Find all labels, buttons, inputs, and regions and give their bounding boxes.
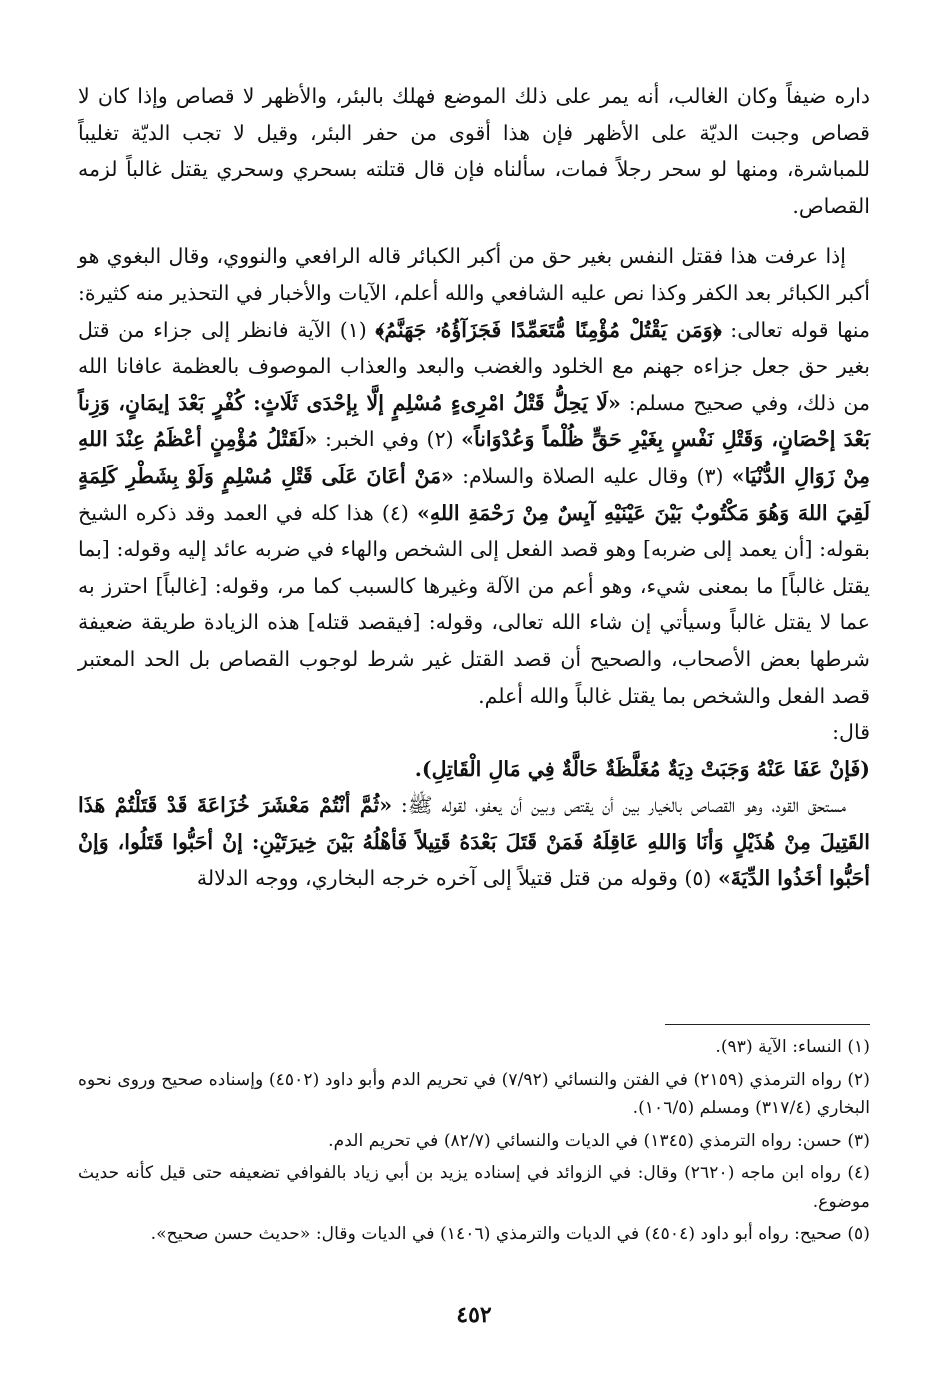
hadith-quote: «ثُمَّ أنْتُمْ مَعْشَرَ خُزَاعَةَ قَدْ قَتَلْتُمْ هَذَا القَتِيلَ مِنْ هُذَيْلٍ وَأنَا وَاللهِ عَاقِلَهُ فَمَنْ قَتَلَ بَعْدَهُ قَتِيلاً فَأهْلُهُ بَيْنَ خِيرَتَيْنِ: إنْ أحَبُّوا قَتَلُوا، وَإنْ أحَبُّوا أخَذُوا الدِّيَةَ» [78, 793, 870, 891]
hadith-quote: «لَا يَحِلُّ قَتْلُ امْرِىءٍ مُسْلِمٍ إلَّا بِإحْدَى ثَلَاثٍ: كُفْرٍ بَعْدَ إيمَانٍ، وَزِناً بَعْدَ إحْصَانٍ، وَقَتْلِ نَفْسٍ بِغَيْرِ حَقٍّ ظُلْماً وَعُدْوَاناً» [78, 390, 870, 452]
text-run: مستحق القود، وهو القصاص بالخيار بين أن يقتص وبين أن يعفو، لقوله ﷺ: [400, 793, 846, 818]
hadith-quote: «مَنْ أعَانَ عَلَى قَتْلِ مُسْلِمٍ وَلَوْ بِشَطْرِ كَلِمَةٍ لَقِيَ اللهَ وَهُوَ مَكْتُوبٌ بَيْنَ عَيْنَيْهِ آيِسٌ مِنْ رَحْمَةِ اللهِ» [78, 463, 870, 525]
quran-verse: ﴿وَمَن يَقْتُلْ مُؤْمِنًا مُّتَعَمِّدًا فَجَزَآؤُهُۥ جَهَنَّمُ﴾ [375, 317, 722, 342]
hadith-quote: «لَقَتْلُ مُؤْمِنٍ أعْظَمُ عِنْدَ اللهِ مِنْ زَوَالِ الدُّنْيَا» [78, 427, 870, 488]
paragraph-3 [78, 787, 870, 897]
footnote-3: (٣) حسن: رواه الترمذي (١٣٤٥) في الديات والنسائي (٨٢/٧) في تحريم الدم. [328, 1130, 870, 1151]
qal-label: قال: [832, 720, 870, 745]
main-text [78, 78, 870, 897]
text-run: (١) الآية فانظر إلى جزاء من قتل بغير حق جعل جزاءه جهنم مع الخلود والغضب والبعد والعذاب الموصوف بالعظمة عافانا الله من ذلك، وفي صحيح مسلم: [78, 317, 870, 415]
footnote-1: (١) النساء: الآية (٩٣). [715, 1037, 870, 1057]
footnote-5: (٥) صحيح: رواه أبو داود (٤٥٠٤) في الديات والترمذي (١٤٠٦) في الديات وقال: «حديث حسن صحيح». [150, 1224, 870, 1244]
paragraph-2 [78, 238, 870, 714]
text-run: (٤) هذا كله في العمد وقد ذكره الشيخ بقوله: [أن يعمد إلى ضربه] وهو قصد الفعل إلى الشخص والهاء في ضربه عائد إليه وقوله: [بما يقتل غالباً] ما بمعنى شيء، وهو أعم من الآلة وغيرها كالسبب كما مر، وقوله: [غالباً] احترز به عما لا يقتل غالباً وسيأتي إن شاء الله تعالى، وقوله: [فيقصد قتله] هذه الزيادة طريقة ضعيفة شرطها بعض الأصحاب، والصحيح أن قصد القتل غير شرط لوجوب القصاص بل الحد المعتبر قصد الفعل والشخص بما يقتل غالباً والله أعلم. [78, 500, 870, 708]
footnotes [78, 1033, 870, 1249]
matn-text: (فَإنْ عَفَا عَنْهُ وَجَبَتْ دِيَةٌ مُغَلَّظَةٌ حَالَّةٌ فِي مَالِ الْقَاتِلِ). [414, 756, 870, 781]
footnote-4: (٤) رواه ابن ماجه (٢٦٢٠) وقال: في الزوائد في إسناده يزيد بن أبي زياد بالفوافي تضعيفه حتى قيل كأنه حديث موضوع. [78, 1163, 870, 1212]
page-number: ٤٥٢ [456, 1302, 492, 1328]
text-run: داره ضيفاً وكان الغالب، أنه يمر على ذلك الموضع فهلك بالبئر، والأظهر لا قصاص وإذا كان لا قصاص وجبت الديّة على الأظهر فإن هذا أقوى من حفر البئر، وقيل لا تجب الديّة تغليباً للمباشرة، ومنها لو سحر رجلاً فمات، سألناه فإن قال قتلته بسحري وسحري يقتل غالباً لزمه القصاص. [78, 84, 870, 218]
text-run: (٥) وقوله من قتل قتيلاً إلى آخره خرجه البخاري، ووجه الدلالة [196, 866, 712, 891]
text-run: (٣) وقال عليه الصلاة والسلام: [462, 463, 724, 488]
footnote-divider [665, 1024, 870, 1025]
text-run: إذا عرفت هذا فقتل النفس بغير حق من أكبر الكبائر قاله الرافعي والنووي، وقال البغوي هو أكبر الكبائر بعد الكفر وكذا نص عليه الشافعي والله أعلم، الآيات والأخبار في التحذير منه كثيرة: منها قوله تعالى: [78, 244, 870, 342]
paragraph-1 [78, 78, 870, 224]
text-run: (٢) وفي الخبر: [325, 427, 454, 452]
footnote-2: (٢) رواه الترمذي (٢١٥٩) في الفتن والنسائي (٧/٩٢) في تحريم الدم وأبو داود (٤٥٠٢) وإسناده صحيح وروى نحوه البخاري (٣١٧/٤) ومسلم (١٠٦/٥). [78, 1069, 870, 1118]
